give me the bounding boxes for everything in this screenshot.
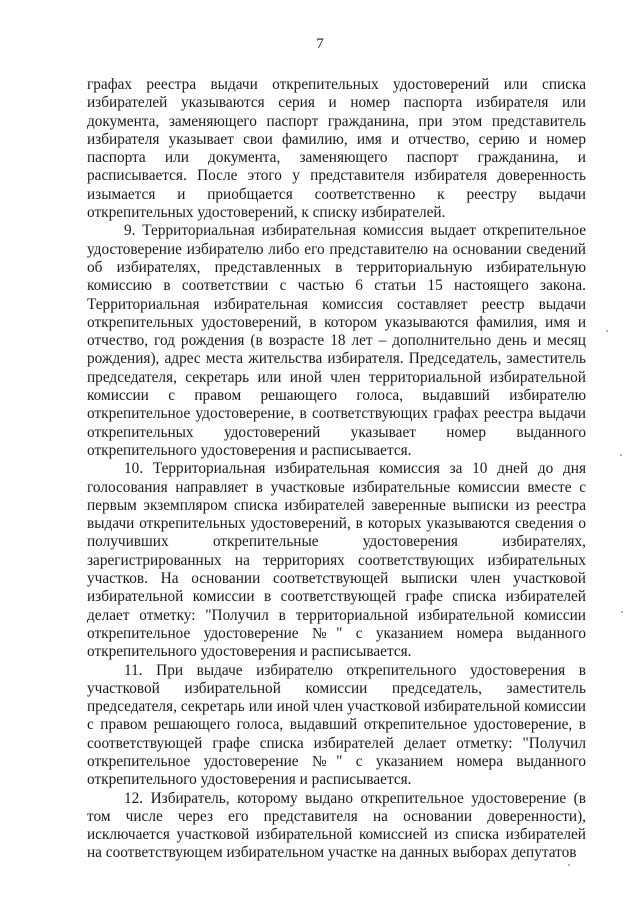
paragraph-continuation: графах реестра выдачи открепительных удостоверений или списка избирателей указываются серия и номер паспорта избирателя или документа, заменяющего паспорт гражданина, при этом представитель избирателя указывает свои фамилию, имя и отчество, серию и номер паспорта или документа, заменяющего паспорт гражданина, и расписывается. После этого у представителя избирателя доверенность изымается и приобщается соответственно к реестру выдачи открепительных удостоверений, к списку избирателей. [87,76,586,222]
paragraph-item-11: 11. При выдаче избирателю открепительного удостоверения в участковой избирательной комиссии председатель, заместитель председателя, секретарь или иной член участковой избирательной комиссии с правом решающего голоса, выдавший открепительное удостоверение, в соответствующей графе списка избирателей делает отметку: "Получил открепительное удостоверение №" с указанием номера выданного открепительного удостоверения и расписывается. [87,661,586,789]
paragraph-item-12: 12. Избиратель, которому выдано открепительное удостоверение (в том числе через его представителя на основании доверенности), исключается участковой избирательной комиссией из списка избирателей на соответствующем избирательном участке на данных выборах депутатов [87,789,586,862]
scan-speck [606,330,608,332]
scan-speck [621,611,623,613]
page-number: 7 [316,36,324,52]
scan-speck [620,454,622,456]
scan-speck [568,864,570,866]
paragraph-item-9: 9. Территориальная избирательная комиссия выдает открепительное удостоверение избирателю либо его представителю на основании сведений об избирателях, представленных в территориальную избирательную комиссию в соответствии с частью 6 статьи 15 настоящего закона. Территориальная избирательная комиссия составляет реестр выдачи открепительных удостоверений, в котором указываются фамилия, имя и отчество, год рождения (в возрасте 18 лет – дополнительно день и месяц рождения), адрес места жительства избирателя. Председатель, заместитель председателя, секретарь или иной член территориальной избирательной комиссии с правом решающего голоса, выдавший избирателю открепительное удостоверение, в соответствующих графах реестра выдачи открепительных удостоверений указывает номер выданного открепительного удостоверения и расписывается. [87,222,586,459]
paragraph-item-10: 10. Территориальная избирательная комиссия за 10 дней до дня голосования направляет в участковые избирательные комиссии вместе с первым экземпляром списка избирателей заверенные выписки из реестра выдачи открепительных удостоверений, в которых указываются сведения о получивших открепительные удостоверения избирателях, зарегистрированных на территориях соответствующих избирательных участков. На основании соответствующей выписки член участковой избирательной комиссии в соответствующей графе списка избирателей делает отметку: "Получил в территориальной избирательной комиссии открепительное удостоверение №" с указанием номера выданного открепительного удостоверения и расписывается. [87,460,586,661]
document-body [87,76,586,863]
